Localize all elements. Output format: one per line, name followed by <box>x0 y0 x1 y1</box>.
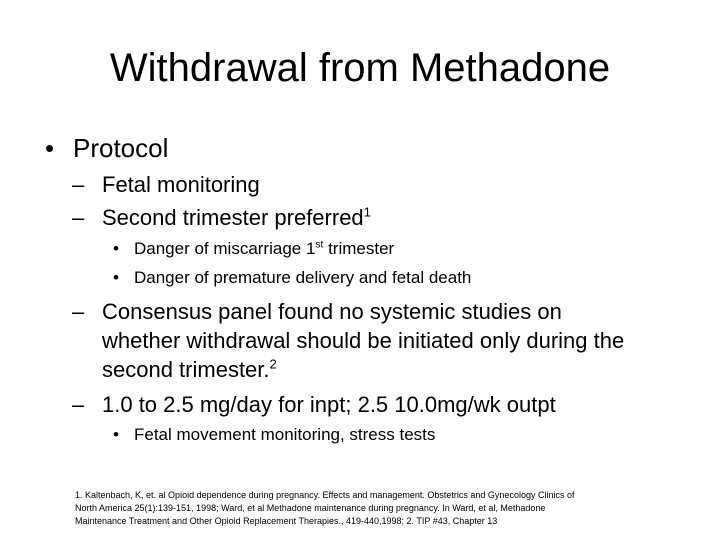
footnote-line-1: 1. Kaltenbach, K, et. al Opioid dependence during pregnancy. Effects and management. Obstetrics and Gynecology Clinics of <box>75 490 575 500</box>
sub-bullet-dosing <box>72 391 556 419</box>
consensus-continuation-2 <box>102 356 277 384</box>
bullet-text-line-2: whether withdrawal should be initiated only during the <box>102 328 625 353</box>
bullet-text: Second trimester preferred <box>102 205 364 230</box>
bullet-text: Danger of miscarriage 1 <box>134 239 316 258</box>
dash-marker: – <box>72 299 85 324</box>
slide-title: Withdrawal from Methadone <box>109 46 611 90</box>
footnote <box>75 489 675 528</box>
bullet-marker: • <box>45 133 55 163</box>
sub-bullet-second-trimester <box>72 204 371 232</box>
citation-mark: 1 <box>363 204 372 220</box>
ordinal-suffix: st <box>315 239 324 251</box>
bullet-text: Protocol <box>73 133 169 163</box>
dash-marker: – <box>72 172 85 197</box>
bullet-text: 1.0 to 2.5 mg/day for inpt; 2.5 10.0mg/wk outpt <box>102 392 556 417</box>
bullet-text: Fetal movement monitoring, stress tests <box>134 425 436 444</box>
sub-bullet-fetal-monitoring <box>72 171 260 199</box>
sub-sub-bullet-fetal-movement <box>113 424 435 446</box>
footnote-line-2: North America 25(1):139-151, 1998; Ward, et al Methadone maintenance during pregnancy. In Ward, et al, Methadone <box>75 503 546 513</box>
bullet-text: Fetal monitoring <box>102 172 260 197</box>
dash-marker: – <box>72 392 85 417</box>
dash-marker: – <box>72 205 85 230</box>
bullet-marker: • <box>113 268 119 287</box>
bullet-text-tail: trimester <box>323 239 395 258</box>
bullet-protocol <box>45 133 168 163</box>
footnote-line-3: Maintenance Treatment and Other Opioid Replacement Therapies., 419-440,1998; 2. TIP #43, Chapter 13 <box>75 516 498 526</box>
bullet-text-line-3: second trimester. <box>102 357 270 382</box>
sub-sub-bullet-miscarriage <box>113 238 394 260</box>
consensus-continuation-1 <box>102 327 624 355</box>
bullet-text: Danger of premature delivery and fetal death <box>134 268 472 287</box>
bullet-text-line-1: Consensus panel found no systemic studies on <box>102 299 562 324</box>
citation-mark: 2 <box>269 356 277 372</box>
bullet-marker: • <box>113 239 119 258</box>
sub-sub-bullet-premature <box>113 267 471 289</box>
sub-bullet-consensus <box>72 298 562 326</box>
bullet-marker: • <box>113 425 119 444</box>
